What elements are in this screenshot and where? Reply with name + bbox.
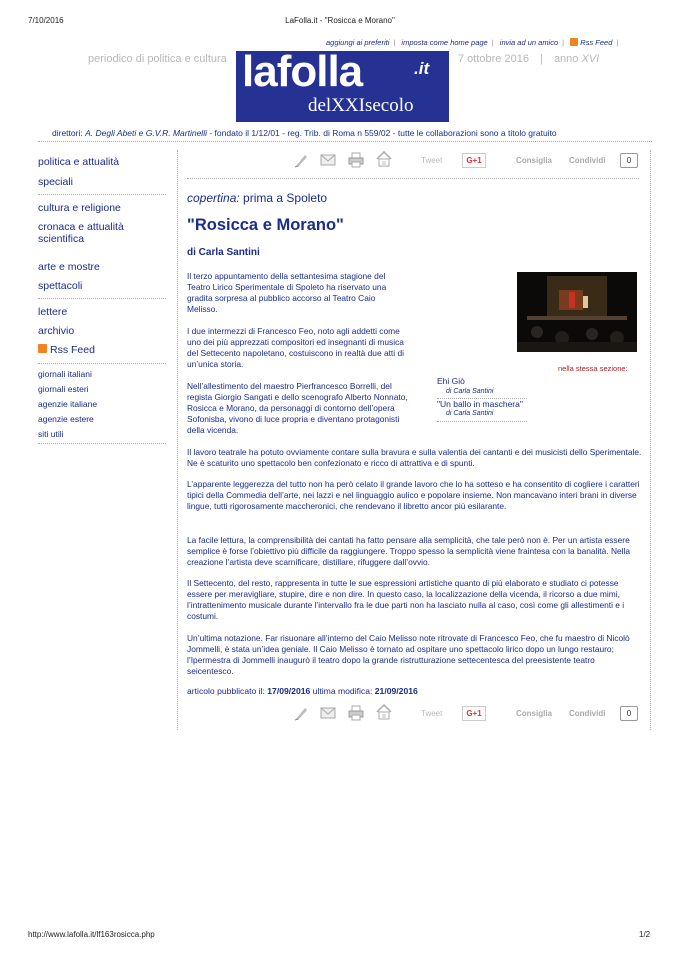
directors-rest: - fondato il 1/12/01 - reg. Trib. di Roma n 559/02 - tutte le collaborazioni sono a titolo gratuito bbox=[209, 128, 557, 138]
issue-sep: | bbox=[540, 53, 543, 65]
article-paragraph: Il lavoro teatrale ha potuto ovviamente contare sulla bravura e sulla valentia dei cantanti e dei musicisti dello Sperimentale. Ne è scaturito uno spettacolo ben confezionato e ricco di attrattiva e di spunti. bbox=[187, 447, 642, 468]
published-label: articolo pubblicato il: bbox=[187, 686, 265, 696]
modified-label: ultima modifica: bbox=[312, 686, 373, 696]
article-paragraph: Il terzo appuntamento della settantesima stagione del Teatro Lirico Sperimentale di Spoleto ha riservato una gradita sorpresa al pubblico accorso al Teatro Caio Melisso. bbox=[187, 271, 387, 314]
print-url: http://www.lafolla.it/lf163rosicca.php bbox=[28, 930, 155, 939]
nav-spettacoli[interactable]: spettacoli bbox=[38, 280, 83, 292]
content-border-left bbox=[177, 150, 178, 730]
nav-arte[interactable]: arte e mostre bbox=[38, 261, 100, 273]
share-toolbar-bottom bbox=[290, 703, 640, 723]
edit-icon[interactable] bbox=[294, 152, 310, 168]
nav-rss[interactable] bbox=[38, 344, 95, 356]
nav-cronaca[interactable]: cronaca e attualità bbox=[38, 221, 124, 233]
related-article-author: di Carla Santini bbox=[446, 410, 494, 417]
related-article-link[interactable]: "Un ballo in maschera" bbox=[437, 399, 523, 409]
tweet-button[interactable]: Tweet bbox=[421, 709, 443, 718]
nav-agenzie-italiane[interactable]: agenzie italiane bbox=[38, 399, 98, 409]
nav-divider bbox=[38, 443, 166, 444]
directors-label: direttori: bbox=[52, 128, 83, 138]
published-date: 17/09/2016 bbox=[267, 686, 311, 696]
rss-feed-link[interactable]: Rss Feed bbox=[580, 38, 613, 47]
issue-date: 7 ottobre 2016 bbox=[458, 53, 529, 65]
logo-suffix: .it bbox=[414, 59, 430, 78]
print-title: LaFolla.it - "Rosicca e Morano" bbox=[285, 16, 395, 25]
article-paragraph: L’apparente leggerezza del tutto non ha però celato il grande lavoro che lo ha sotteso e ha consentito di cogliere i caratteri tipici della Commedia dell’arte, nei lazzi e nel linguaggio aulico e popolare insieme. Non mancavano interi brani in diverse lingue, tutti rigorosamente maccheronici, che rendevano il libretto ancor più esilarante. bbox=[187, 479, 640, 511]
article-paragraph: Il Settecento, del resto, rappresenta in tutte le sue espressioni artistiche quanto di più elaborato e studiato ci potesse essere per meravigliare, stupire, dire e non dire. In questo caso, la localizzazione della vicenda, il ricorso a due mimi, l’intrattenimento musicale durante l’intervallo fra le due parti non ha lasciato nulla al caso, così come gli allestimenti e i costumi. bbox=[187, 578, 625, 621]
top-links: aggiungi ai preferiti | imposta come home page | invia ad un amico | Rss Feed | bbox=[326, 38, 619, 47]
kicker-rest: prima a Spoleto bbox=[243, 191, 328, 205]
set-homepage-link[interactable]: imposta come home page bbox=[401, 38, 488, 47]
modified-date: 21/09/2016 bbox=[374, 686, 418, 696]
share-toolbar-top bbox=[290, 150, 640, 170]
related-article-link[interactable]: Ehi Giò bbox=[437, 376, 465, 386]
content-border-right bbox=[650, 150, 651, 730]
kicker-italic: copertina: bbox=[187, 191, 240, 205]
logo-sub: delXXIsecolo bbox=[308, 95, 414, 116]
related-article-author: di Carla Santini bbox=[446, 388, 494, 395]
left-nav bbox=[38, 0, 166, 955]
rss-icon bbox=[38, 344, 47, 353]
edit-icon[interactable] bbox=[294, 705, 310, 721]
same-section-label: nella stessa sezione: bbox=[558, 364, 628, 373]
nav-divider bbox=[38, 194, 166, 195]
nav-politica[interactable]: politica e attualità bbox=[38, 156, 120, 168]
nav-archivio[interactable]: archivio bbox=[38, 325, 75, 337]
gplus-button[interactable]: G+1 bbox=[462, 706, 486, 721]
issue-info bbox=[458, 53, 599, 65]
send-friend-link[interactable]: invia ad un amico bbox=[499, 38, 559, 47]
condividi-button[interactable]: Condividi bbox=[569, 709, 606, 718]
nav-rss-label: Rss Feed bbox=[50, 344, 95, 356]
article-paragraph: I due intermezzi di Francesco Feo, noto agli addetti come uno dei più apprezzati compositori ed insegnanti di musica del Settecento napoletano, costuiscono in realtà due atti di un’unica storia. bbox=[187, 326, 404, 369]
publication-info bbox=[187, 686, 642, 697]
nav-divider bbox=[38, 298, 166, 299]
article-paragraph: La facile lettura, la comprensibilità dei cantati ha fatto pensare alla semplicità, che tale però non è. Per un artista essere semplice è forse l’obiettivo più difficile da raggiungere. Troppo spesso la semplicità viene fraintesa con la banalità. Nella creazione l’artista deve scarnificare, distillare, rifuggere dall’ovvio. bbox=[187, 535, 631, 567]
consiglia-button[interactable]: Consiglia bbox=[516, 156, 553, 165]
share-count: 0 bbox=[620, 153, 638, 168]
add-favorites-link[interactable]: aggiungi ai preferiti bbox=[326, 38, 390, 47]
article-photo bbox=[517, 272, 637, 352]
print-page-number: 1/2 bbox=[639, 930, 651, 939]
nav-divider bbox=[38, 363, 166, 364]
consiglia-button[interactable]: Consiglia bbox=[516, 709, 553, 718]
article-kicker bbox=[187, 191, 327, 205]
print-icon[interactable] bbox=[348, 152, 364, 168]
toolbar-divider bbox=[187, 178, 639, 179]
home-icon[interactable] bbox=[376, 704, 392, 720]
article-title: "Rosicca e Morano" bbox=[187, 216, 344, 234]
tweet-button[interactable]: Tweet bbox=[421, 156, 443, 165]
rss-icon bbox=[570, 38, 578, 46]
tagline: periodico di politica e cultura bbox=[88, 53, 227, 65]
stage-photo-image bbox=[517, 272, 637, 352]
gplus-button[interactable]: G+1 bbox=[462, 153, 486, 168]
article-paragraph: Nell’allestimento del maestro Pierfrancesco Borrelli, del regista Giorgio Sangati e dello scenografo Alberto Nonnato, Rosicca e Morano, da personaggi di contorno dell’opera Sofonisba, vivono di luce propria e diventano protagonisti della vicenda. bbox=[187, 381, 408, 435]
nav-cultura[interactable]: cultura e religione bbox=[38, 202, 121, 214]
directors-names: A. Degli Abeti e G.V.R. Martinelli bbox=[85, 128, 207, 138]
nav-siti-utili[interactable]: siti utili bbox=[38, 429, 64, 439]
nav-lettere[interactable]: lettere bbox=[38, 306, 68, 318]
site-logo[interactable] bbox=[236, 51, 449, 122]
condividi-button[interactable]: Condividi bbox=[569, 156, 606, 165]
print-date: 7/10/2016 bbox=[28, 16, 64, 25]
nav-speciali[interactable]: speciali bbox=[38, 176, 74, 188]
home-icon[interactable] bbox=[376, 151, 392, 167]
related-divider bbox=[437, 421, 527, 422]
email-icon[interactable] bbox=[320, 152, 336, 168]
email-icon[interactable] bbox=[320, 705, 336, 721]
article-byline: di Carla Santini bbox=[187, 247, 260, 258]
nav-giornali-esteri[interactable]: giornali esteri bbox=[38, 384, 89, 394]
nav-agenzie-estere[interactable]: agenzie estere bbox=[38, 414, 94, 424]
anno-label: anno bbox=[553, 53, 579, 65]
nav-giornali-italiani[interactable]: giornali italiani bbox=[38, 369, 92, 379]
nav-scientifica[interactable]: scientifica bbox=[38, 233, 85, 245]
logo-main: lafolla bbox=[242, 51, 363, 96]
print-icon[interactable] bbox=[348, 705, 364, 721]
share-count: 0 bbox=[620, 706, 638, 721]
article-paragraph: Un’ultima notazione. Far risuonare all’interno del Caio Melisso note ritrovate di Francesco Feo, che fu maestro di Nicolò Jommelli, è stata un’idea geniale. Il Caio Melisso è tornato ad ospitare uno spettacolo lirico dopo un lungo restauro; l’Ipermestra di Jommelli inaugurò il teatro dopo la grande ristrutturazione settecentesca del preesistente teatro seicentesco. bbox=[187, 633, 630, 676]
anno-value: XVI bbox=[581, 53, 600, 65]
